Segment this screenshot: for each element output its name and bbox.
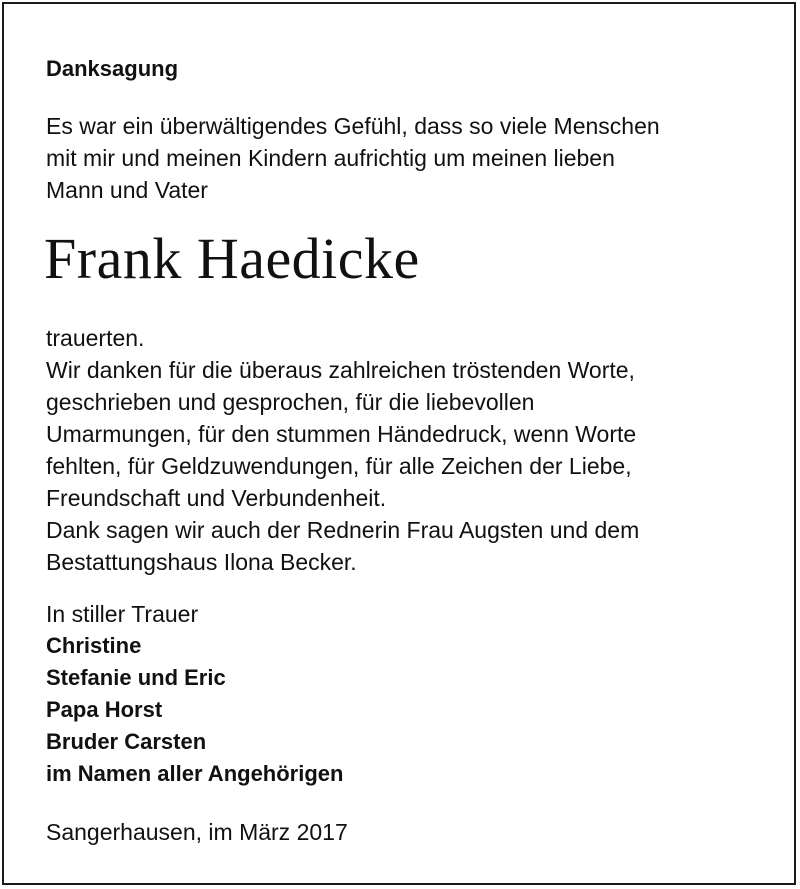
intro-line: Es war ein überwältigendes Gefühl, dass so viele Menschen <box>46 113 660 139</box>
body-line: Umarmungen, für den stummen Händedruck, wenn Worte <box>46 421 637 447</box>
obituary-notice <box>2 2 796 885</box>
thanks-paragraph <box>46 322 639 578</box>
signer-name: Papa Horst <box>46 697 163 722</box>
signer-name: Bruder Carsten <box>46 729 207 754</box>
body-line: trauerten. <box>46 325 145 351</box>
closing-intro: In stiller Trauer <box>46 601 199 627</box>
place-and-date: Sangerhausen, im März 2017 <box>46 819 348 845</box>
closing-block <box>46 598 343 790</box>
intro-line: mit mir und meinen Kindern aufrichtig um meinen lieben <box>46 145 615 171</box>
body-line: Freundschaft und Verbundenheit. <box>46 485 387 511</box>
intro-line: Mann und Vater <box>46 177 208 203</box>
body-line: Wir danken für die überaus zahlreichen tröstenden Worte, <box>46 357 635 383</box>
body-line: geschrieben und gesprochen, für die liebevollen <box>46 389 535 415</box>
body-line: fehlten, für Geldzuwendungen, für alle Zeichen der Liebe, <box>46 453 632 479</box>
intro-paragraph <box>46 110 660 206</box>
signer-name: Stefanie und Eric <box>46 665 226 690</box>
body-line: Dank sagen wir auch der Rednerin Frau Augsten und dem <box>46 517 640 543</box>
deceased-name: Frank Haedicke <box>44 226 420 291</box>
signer-name: im Namen aller Angehörigen <box>46 761 344 786</box>
notice-heading: Danksagung <box>46 56 179 81</box>
signer-name: Christine <box>46 633 142 658</box>
body-line: Bestattungshaus Ilona Becker. <box>46 549 357 575</box>
